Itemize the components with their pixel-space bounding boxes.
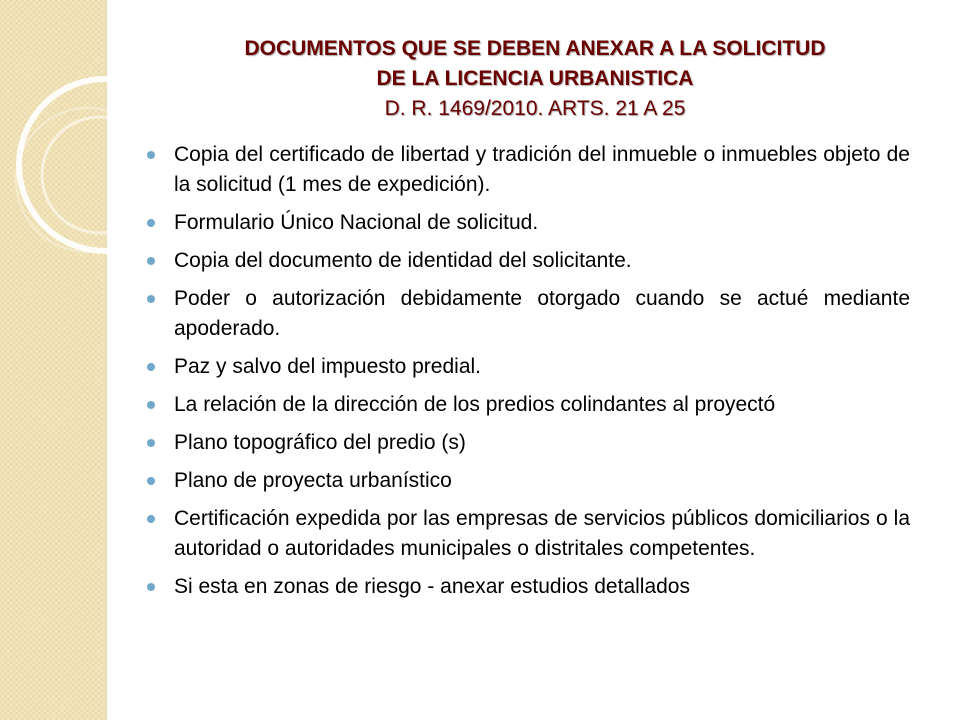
list-item-text: Paz y salvo del impuesto predial.	[174, 355, 481, 378]
list-item-text: Certificación expedida por las empresas de servicios públicos domiciliarios o la autoridad o autoridades municipales o distritales competentes.	[174, 507, 910, 560]
title-line-2: DE LA LICENCIA URBANISTICA	[376, 67, 694, 90]
bullet-icon	[147, 257, 155, 265]
bullet-icon	[147, 151, 155, 159]
requirements-list	[174, 140, 910, 610]
bullet-icon	[147, 583, 155, 591]
list-item	[174, 428, 910, 458]
bullet-icon	[147, 477, 155, 485]
bullet-icon	[147, 295, 155, 303]
slide-title	[130, 34, 940, 124]
title-reference: D. R. 1469/2010. ARTS. 21 A 25	[384, 97, 686, 120]
list-item-text: Si esta en zonas de riesgo - anexar estudios detallados	[174, 575, 690, 598]
decorative-side-band	[0, 0, 107, 720]
band-edge	[103, 0, 107, 720]
list-item	[174, 504, 910, 564]
list-item	[174, 390, 910, 420]
list-item-text: Plano topográfico del predio (s)	[174, 431, 466, 454]
list-item-text: Copia del documento de identidad del solicitante.	[174, 249, 632, 272]
list-item	[174, 140, 910, 200]
list-item	[174, 284, 910, 344]
title-line-1: DOCUMENTOS QUE SE DEBEN ANEXAR A LA SOLICITUD	[244, 37, 826, 60]
bullet-icon	[147, 401, 155, 409]
list-item	[174, 572, 910, 602]
list-item-text: La relación de la dirección de los predios colindantes al proyectó	[174, 393, 776, 416]
bullet-icon	[147, 515, 155, 523]
bullet-icon	[147, 219, 155, 227]
list-item	[174, 352, 910, 382]
list-item-text: Plano de proyecta urbanístico	[174, 469, 452, 492]
list-item	[174, 466, 910, 496]
list-item-text: Poder o autorización debidamente otorgado cuando se actué mediante apoderado.	[174, 287, 910, 340]
bullet-icon	[147, 439, 155, 447]
list-item-text: Formulario Único Nacional de solicitud.	[174, 211, 539, 234]
list-item	[174, 208, 910, 238]
bullet-icon	[147, 363, 155, 371]
list-item	[174, 246, 910, 276]
list-item-text: Copia del certificado de libertad y tradición del inmueble o inmuebles objeto de la solicitud (1 mes de expedición).	[174, 143, 910, 196]
